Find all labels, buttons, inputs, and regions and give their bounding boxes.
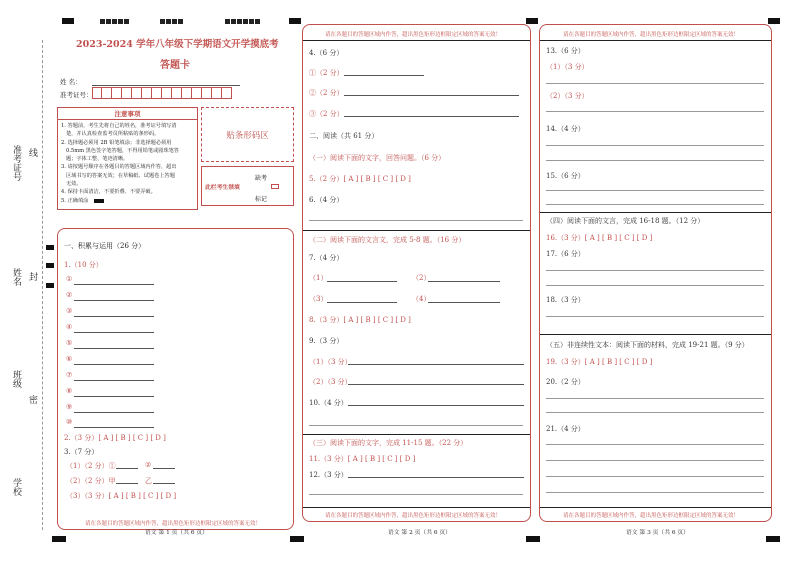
boundary-note: 请在各题目的答题区域内作答，超出黑色矩形边框限定区域的答案无效！ — [563, 32, 740, 38]
answer-line[interactable] — [309, 425, 523, 426]
blank-index: ⑧ — [66, 387, 73, 395]
alignment-mark — [768, 18, 780, 24]
notice-title: 注意事项 — [58, 108, 197, 120]
alignment-mark — [289, 18, 301, 24]
question-label: 17.（6 分） — [546, 250, 585, 258]
sub-question: 乙 — [145, 477, 152, 485]
absent-box — [201, 166, 294, 206]
answer-line[interactable] — [546, 190, 764, 191]
question-label: 14.（4 分） — [546, 125, 585, 133]
choice-question[interactable]: 5.（2 分）[ A ] [ B ] [ C ] [ D ] — [309, 175, 411, 183]
page-title: 2023-2024 学年八年级下学期语文开学摸底考 — [76, 39, 279, 50]
boundary-note: 请在各题目的答题区域内作答，超出黑色矩形边框限定区域的答案无效！ — [85, 521, 262, 527]
alignment-dashes — [100, 18, 130, 26]
blank-index: ② — [66, 291, 73, 299]
answer-line[interactable] — [327, 281, 397, 282]
blank-index: ④ — [66, 323, 73, 331]
divider — [303, 507, 530, 508]
name-field[interactable] — [92, 85, 240, 86]
notice-line: 3. 请按题号顺序在各题目的答题区域内作答，超出 — [61, 164, 177, 171]
answer-line[interactable] — [74, 364, 154, 365]
answer-line[interactable] — [348, 364, 524, 365]
sub-question: （1）（2 分）① — [66, 462, 116, 470]
answer-line[interactable] — [546, 316, 764, 317]
answer-line[interactable] — [74, 316, 154, 317]
answer-line[interactable] — [344, 116, 519, 117]
answer-line[interactable] — [74, 284, 154, 285]
answer-line[interactable] — [546, 398, 764, 399]
blank-index: ① — [66, 275, 73, 283]
sidebar-label-secret: 密 — [27, 395, 37, 404]
answer-line[interactable] — [74, 412, 154, 413]
sidebar-label-line: 线 — [27, 148, 37, 157]
page-footer: 语文 第 3 页（共 6 页） — [626, 530, 689, 536]
answer-line[interactable] — [348, 405, 524, 406]
barcode-label: 贴条形码区 — [226, 130, 269, 141]
divider — [540, 507, 771, 508]
alignment-mark — [52, 536, 66, 542]
alignment-mark — [526, 536, 540, 542]
sub-section-title: （五）非连续性文本：阅读下面的材料，完成 19-21 题。（9 分） — [546, 341, 749, 349]
answer-line[interactable] — [546, 160, 764, 161]
answer-line[interactable] — [546, 285, 764, 286]
answer-line[interactable] — [74, 300, 154, 301]
answer-line[interactable] — [74, 380, 154, 381]
divider — [303, 434, 530, 435]
page-subtitle: 答题卡 — [160, 60, 190, 71]
sub-question: （1） — [309, 274, 328, 282]
notice-line: 0.5mm 黑色签字笔答题，不得用铅笔或圆珠笔答 — [61, 147, 180, 154]
answer-line[interactable] — [74, 427, 154, 428]
question-label: 21.（4 分） — [546, 425, 585, 433]
divider — [540, 40, 771, 41]
answer-line[interactable] — [546, 492, 764, 493]
question-label: 20.（2 分） — [546, 378, 585, 386]
sub-section-title: （一）阅读下面的文字，回答问题。（6 分） — [309, 154, 446, 162]
answer-line[interactable] — [344, 75, 424, 76]
exam-no-boxes[interactable] — [92, 87, 232, 99]
sub-question: ②（2 分） — [309, 89, 344, 97]
answer-line[interactable] — [546, 111, 764, 112]
sub-section-title: （二）阅读下面的文言文，完成 5-8 题。（16 分） — [309, 236, 466, 244]
choice-question[interactable]: 16.（3 分）[ A ] [ B ] [ C ] [ D ] — [546, 234, 653, 242]
answer-line[interactable] — [309, 220, 523, 221]
blank-index: ⑦ — [66, 371, 73, 379]
sub-question: ③（2 分） — [309, 110, 344, 118]
notice-line: 无效。 — [61, 181, 82, 188]
answer-line[interactable] — [309, 494, 523, 495]
answer-line[interactable] — [348, 477, 524, 478]
answer-line[interactable] — [116, 483, 138, 484]
side-mark — [46, 245, 54, 250]
boundary-note: 请在各题目的答题区域内作答，超出黑色矩形边框限定区域的答案无效！ — [325, 513, 502, 519]
sub-question: （2）（3 分） — [546, 92, 589, 100]
answer-line[interactable] — [74, 396, 154, 397]
question-label: 13.（6 分） — [546, 47, 585, 55]
sidebar-label-class: 班级 — [11, 370, 21, 388]
question-label: 1.（10 分） — [64, 261, 103, 269]
boundary-note: 请在各题目的答题区域内作答，超出黑色矩形边框限定区域的答案无效！ — [563, 513, 740, 519]
section-title: 二、阅读（共 61 分） — [309, 132, 379, 140]
side-mark — [46, 263, 54, 268]
answer-line[interactable] — [546, 476, 764, 477]
alignment-dashes — [225, 18, 261, 26]
side-mark — [46, 283, 54, 288]
answer-line[interactable] — [428, 281, 500, 282]
question-label: 10.（4 分） — [309, 399, 348, 407]
question-label: 15.（6 分） — [546, 172, 585, 180]
sub-section-title: （四）阅读下面的文言，完成 16-18 题。（12 分） — [546, 217, 705, 225]
sidebar-label-exam-no: 准考证号 — [11, 145, 21, 181]
notice-line: 区域书写的答案无效；在草稿纸、试题卷上答题 — [61, 172, 175, 179]
blank-index: ③ — [66, 307, 73, 315]
alignment-mark — [290, 536, 304, 542]
choice-question[interactable]: 8.（3 分）[ A ] [ B ] [ C ] [ D ] — [309, 316, 411, 324]
blank-index: ⑩ — [66, 418, 73, 426]
boundary-note: 请在各题目的答题区域内作答，超出黑色矩形边框限定区域的答案无效！ — [325, 32, 502, 38]
answer-line[interactable] — [546, 444, 764, 445]
choice-question[interactable]: 2.（3 分）[ A ] [ B ] [ C ] [ D ] — [64, 434, 166, 442]
answer-line[interactable] — [546, 270, 764, 271]
notice-line: 4. 保持卡面清洁，不要折叠、不要弄破。 — [61, 189, 156, 196]
question-label: 9.（3 分） — [309, 337, 344, 345]
alignment-dashes — [160, 18, 184, 26]
answer-line[interactable] — [74, 348, 154, 349]
notice-line: 题；字体工整、笔迹清晰。 — [61, 156, 129, 163]
answer-line[interactable] — [344, 95, 519, 96]
sub-question: （1）（3 分） — [309, 358, 352, 366]
sub-question: （4） — [412, 295, 431, 303]
notice-line: 2. 选择题必须用 2B 铅笔填涂；非选择题必须用 — [61, 139, 172, 146]
answer-line[interactable] — [327, 302, 397, 303]
alignment-mark — [526, 18, 538, 24]
page-footer: 语文 第 1 页（共 6 页） — [145, 530, 208, 536]
choice-question[interactable]: （3）（3 分）[ A ] [ B ] [ C ] [ D ] — [66, 492, 177, 500]
sub-question: （2）（2 分）甲 — [66, 477, 116, 485]
alignment-mark — [766, 536, 780, 542]
sub-question: （1）（3 分） — [546, 63, 589, 71]
absent-option-label: 缺考 — [255, 175, 268, 182]
question-label: 6.（4 分） — [309, 196, 344, 204]
answer-line[interactable] — [546, 145, 764, 146]
question-label: 4.（6 分） — [309, 49, 344, 57]
answer-line[interactable] — [116, 468, 138, 469]
choice-question[interactable]: 19.（3 分）[ A ] [ B ] [ C ] [ D ] — [546, 358, 653, 366]
sub-question: ①（2 分） — [309, 69, 344, 77]
binding-line — [42, 40, 43, 530]
answer-line[interactable] — [546, 204, 764, 205]
sub-question: ② — [145, 461, 152, 469]
notice-line: 楚，并认真检查监考员所粘贴的条形码。 — [61, 131, 160, 138]
notice-line: 1. 答题前，考生先将自己的姓名，准考证号填写清 — [61, 123, 177, 129]
sub-question: （3） — [309, 295, 328, 303]
blank-index: ⑤ — [66, 339, 73, 347]
choice-question[interactable]: 11.（3 分）[ A ] [ B ] [ C ] [ D ] — [309, 455, 416, 463]
question-label: 12.（3 分） — [309, 471, 348, 479]
barcode-area — [201, 107, 294, 162]
answer-line[interactable] — [428, 302, 500, 303]
absent-checkbox[interactable] — [271, 184, 279, 189]
question-label: 18.（3 分） — [546, 296, 585, 304]
divider — [303, 230, 530, 231]
sidebar-label-name: 姓名 — [11, 268, 21, 286]
sub-question: （2） — [412, 274, 431, 282]
question-label: 7.（4 分） — [309, 254, 344, 262]
blank-index: ⑥ — [66, 355, 73, 363]
absent-option-label: 标记 — [255, 196, 268, 203]
divider — [540, 334, 771, 335]
answer-line[interactable] — [546, 412, 764, 413]
exam-no-label: 准考证号： — [60, 91, 93, 99]
alignment-mark — [62, 18, 74, 24]
question-label: 3.（7 分） — [64, 448, 99, 456]
sidebar-label-seal: 封 — [27, 272, 37, 281]
divider — [540, 212, 771, 213]
answer-line[interactable] — [546, 83, 764, 84]
answer-line[interactable] — [153, 468, 175, 469]
answer-line[interactable] — [74, 332, 154, 333]
name-label: 姓 名： — [60, 78, 82, 86]
page-footer: 语文 第 2 页（共 6 页） — [388, 530, 451, 536]
filled-sample-icon — [94, 199, 104, 203]
section-title: 一、积累与运用（26 分） — [64, 242, 146, 250]
divider — [303, 40, 530, 41]
sidebar-label-school: 学校 — [11, 478, 21, 496]
answer-line[interactable] — [546, 460, 764, 461]
notice-box — [57, 107, 198, 210]
answer-line[interactable] — [348, 384, 524, 385]
sub-question: （2）（3 分） — [309, 378, 352, 386]
sub-section-title: （三）阅读下面的文字，完成 11-15 题。（22 分） — [309, 439, 468, 447]
absent-warning: 此栏考生禁填 — [205, 185, 240, 191]
answer-line[interactable] — [153, 483, 175, 484]
notice-line: 5. 正确填涂 — [61, 197, 89, 204]
blank-index: ⑨ — [66, 403, 73, 411]
